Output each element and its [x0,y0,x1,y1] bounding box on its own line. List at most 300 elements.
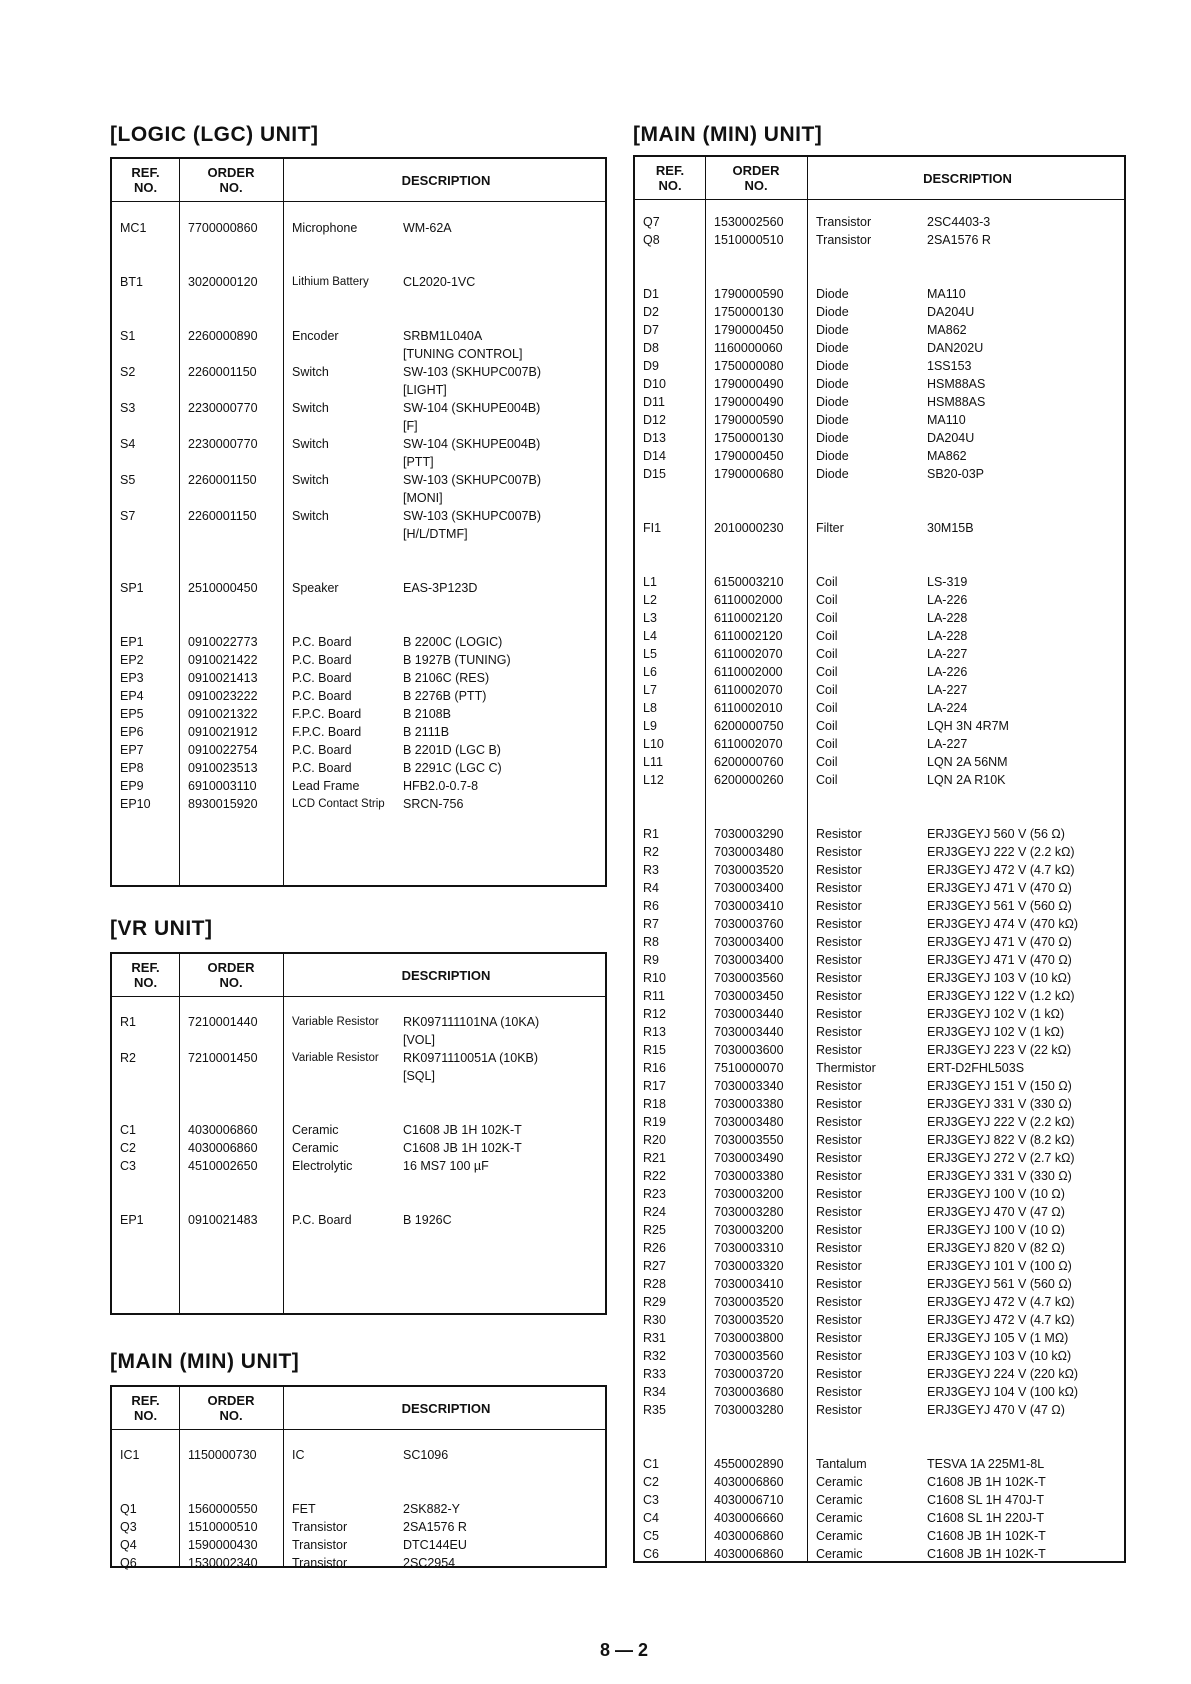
table-row [635,357,1124,375]
ref-no: EP9 [120,779,144,793]
order-no: 7030003200 [714,1223,784,1237]
part-type: P.C. Board [292,689,352,703]
order-no: 2010000230 [714,521,784,535]
ref-no: R17 [643,1079,666,1093]
ref-no: D10 [643,377,666,391]
part-spec: SW-103 (SKHUPC007B) [403,509,542,523]
table-row [112,237,605,255]
table-row [635,1041,1124,1059]
part-type: LCD Contact Strip [292,798,385,810]
table-row [112,1013,605,1031]
part-spec: 2SA1576 R [403,1520,467,1534]
table-row [112,273,605,291]
part-spec: SW-104 (SKHUPE004B) [403,401,541,415]
part-spec: 30M15B [927,521,974,535]
table-row [112,399,605,417]
order-no: 7030003560 [714,971,784,985]
part-type: P.C. Board [292,671,352,685]
ref-no: R7 [643,917,659,931]
ref-no: C3 [120,1159,136,1173]
part-spec: ERJ3GEYJ 223 V (22 kΩ) [927,1043,1072,1057]
part-type: Resistor [816,1241,862,1255]
part-type: Diode [816,467,849,481]
ref-no: R4 [643,881,659,895]
part-spec: ERJ3GEYJ 224 V (220 kΩ) [927,1367,1079,1381]
ref-no: R1 [643,827,659,841]
table-row [635,1167,1124,1185]
table-row [112,777,605,795]
order-no: 7030003480 [714,845,784,859]
table-row [635,303,1124,321]
ref-no: R1 [120,1015,136,1029]
table-row [635,1221,1124,1239]
ref-no: R9 [643,953,659,967]
order-no: 7210001450 [188,1051,258,1065]
header-ref-no-line: REF. [131,165,160,180]
ref-no: EP10 [120,797,151,811]
order-no: 1510000510 [188,1520,258,1534]
part-type: Speaker [292,581,339,595]
header-ref-no-line: NO. [658,178,682,193]
part-type: Resistor [816,1313,862,1327]
order-no: 0910023222 [188,689,258,703]
part-spec: [SQL] [403,1069,435,1083]
ref-no: R24 [643,1205,666,1219]
table-row [635,1131,1124,1149]
table-row [635,429,1124,447]
part-spec: LA-228 [927,629,968,643]
part-type: Coil [816,593,838,607]
part-spec: B 2108B [403,707,451,721]
part-type: Transistor [816,215,872,229]
part-spec: LQN 2A R10K [927,773,1006,787]
part-spec: C1608 SL 1H 470J-T [927,1493,1044,1507]
part-spec: B 2111B [403,725,450,739]
header-ref-no-line: NO. [133,1408,158,1423]
table-row [112,291,605,309]
part-spec: B 1926C [403,1213,452,1227]
order-no: 0910021413 [188,671,258,685]
order-no: 2260001150 [188,509,257,523]
order-no: 1790000680 [714,467,784,481]
part-type: Resistor [816,953,862,967]
part-spec: B 2291C (LGC C) [403,761,502,775]
part-type: Resistor [816,1133,862,1147]
part-spec: [F] [403,419,418,433]
part-spec: LA-227 [927,737,968,751]
order-no: 7030003600 [714,1043,784,1057]
table-row [112,1085,605,1103]
part-type: Diode [816,287,849,301]
ref-no: L12 [643,773,664,787]
part-spec: HFB2.0-0.7-8 [403,779,479,793]
header-divider [112,1429,605,1430]
ref-no: D14 [643,449,666,463]
ref-no: C1 [120,1123,136,1137]
part-spec: LS-319 [927,575,968,589]
part-spec: ERJ3GEYJ 105 V (1 MΩ) [927,1331,1069,1345]
order-no: 7030003200 [714,1187,784,1201]
part-spec: SW-104 (SKHUPE004B) [403,437,541,451]
order-no: 1510000510 [714,233,784,247]
table-row [112,615,605,633]
part-spec: B 2201D (LGC B) [403,743,501,757]
header-ref-no-line: REF. [131,1393,160,1408]
part-type: Resistor [816,989,862,1003]
ref-no: C1 [643,1457,659,1471]
part-spec: 2SC2954 [403,1556,456,1570]
part-type: Ceramic [816,1529,863,1543]
part-type: Resistor [816,1367,862,1381]
part-spec: RK097111101NA (10KA) [403,1015,540,1029]
part-type: Microphone [292,221,358,235]
table-row [112,435,605,453]
order-no: 1160000060 [714,341,783,355]
ref-no: D12 [643,413,666,427]
table-row [635,861,1124,879]
table-row [635,555,1124,573]
table-row [635,1329,1124,1347]
part-spec: LA-227 [927,647,968,661]
part-type: Ceramic [816,1475,863,1489]
header-order-no-line: NO. [219,1408,243,1423]
part-spec: [LIGHT] [403,383,447,397]
part-type: Electrolytic [292,1159,353,1173]
order-no: 1790000450 [714,323,784,337]
table-row [635,1473,1124,1491]
part-spec: 2SK882-Y [403,1502,460,1516]
ref-no: R28 [643,1277,666,1291]
part-spec: [TUNING CONTROL] [403,347,523,361]
table-row [635,321,1124,339]
part-type: Switch [292,437,329,451]
table-row [635,969,1124,987]
table-row [635,987,1124,1005]
order-no: 4030006860 [714,1529,784,1543]
table-row [635,1311,1124,1329]
table-row [635,267,1124,285]
ref-no: D2 [643,305,659,319]
ref-no: R27 [643,1259,666,1273]
part-spec: ERJ3GEYJ 820 V (82 Ω) [927,1241,1065,1255]
ref-no: R10 [643,971,666,985]
table-row [112,1482,605,1500]
part-spec: C1608 JB 1H 102K-T [403,1123,522,1137]
table-row [635,1023,1124,1041]
order-no: 6110002120 [714,611,783,625]
part-type: Resistor [816,1385,862,1399]
table-row [635,249,1124,267]
table-row [635,807,1124,825]
part-type: Diode [816,413,849,427]
header-order-no-line: ORDER [207,1393,255,1408]
part-type: Resistor [816,1331,862,1345]
table-row [112,597,605,615]
ref-no: EP1 [120,1213,144,1227]
table-row [635,285,1124,303]
order-no: 4030006860 [714,1547,784,1561]
table-row [635,573,1124,591]
table-row [635,1113,1124,1131]
part-spec: C1608 JB 1H 102K-T [403,1141,522,1155]
part-spec: LA-226 [927,593,968,607]
part-type: Variable Resistor [292,1052,379,1064]
part-type: Transistor [292,1538,348,1552]
table-row [635,735,1124,753]
table-row [635,1077,1124,1095]
table-row [112,1103,605,1121]
ref-no: S5 [120,473,136,487]
header-order-no [179,165,283,195]
part-spec: ERJ3GEYJ 472 V (4.7 kΩ) [927,1313,1075,1327]
ref-no: D13 [643,431,666,445]
part-type: Coil [816,773,838,787]
header-description-line: DESCRIPTION [401,967,491,983]
part-spec: ERJ3GEYJ 474 V (470 kΩ) [927,917,1079,931]
part-spec: 2SC4403-3 [927,215,991,229]
order-no: 7030003760 [714,917,784,931]
part-spec: ERJ3GEYJ 102 V (1 kΩ) [927,1025,1065,1039]
table-row [112,363,605,381]
table-row [635,231,1124,249]
table-row [112,507,605,525]
ref-no: L7 [643,683,657,697]
order-no: 7030003720 [714,1367,784,1381]
table-row [635,933,1124,951]
part-spec: ERJ3GEYJ 470 V (47 Ω) [927,1205,1065,1219]
part-spec: TESVA 1A 225M1-8L [927,1457,1045,1471]
part-spec: MA862 [927,323,967,337]
ref-no: SP1 [120,581,144,595]
table-row [635,1275,1124,1293]
part-spec: ERJ3GEYJ 100 V (10 Ω) [927,1187,1065,1201]
order-no: 6200000260 [714,773,784,787]
header-description [807,171,1128,186]
table-row [635,627,1124,645]
table-row [635,213,1124,231]
ref-no: R35 [643,1403,666,1417]
part-spec: DA204U [927,431,975,445]
ref-no: R19 [643,1115,666,1129]
part-spec: [MONI] [403,491,443,505]
ref-no: L5 [643,647,657,661]
ref-no: L1 [643,575,657,589]
table-row [635,1419,1124,1437]
header-ref-no-line: REF. [655,163,685,178]
part-type: Transistor [292,1520,348,1534]
order-no: 6110002000 [714,593,783,607]
order-no: 6110002070 [714,647,783,661]
part-type: Resistor [816,827,862,841]
order-no: 7030003400 [714,953,784,967]
order-no: 2260001150 [188,365,257,379]
header-description [283,968,609,983]
ref-no: D1 [643,287,659,301]
header-ref-no [635,163,705,193]
part-type: P.C. Board [292,1213,352,1227]
table-row [112,219,605,237]
table-row [635,825,1124,843]
table-row [112,687,605,705]
table-row [112,417,605,435]
part-type: Ceramic [292,1123,339,1137]
table-row [635,1401,1124,1419]
part-type: P.C. Board [292,761,352,775]
part-spec: LA-227 [927,683,968,697]
order-no: 1750000080 [714,359,784,373]
ref-no: R11 [643,989,666,1003]
order-no: 7030003550 [714,1133,784,1147]
ref-no: Q8 [643,233,660,247]
ref-no: EP6 [120,725,144,739]
ref-no: S7 [120,509,136,523]
ref-no: EP8 [120,761,144,775]
part-type: Resistor [816,1403,862,1417]
part-spec: LA-224 [927,701,968,715]
part-spec: ERJ3GEYJ 151 V (150 Ω) [927,1079,1072,1093]
part-type: Diode [816,377,849,391]
ref-no: EP2 [120,653,144,667]
part-type: Coil [816,665,838,679]
part-type: Resistor [816,863,862,877]
part-spec: MA110 [927,413,966,427]
table-row [112,741,605,759]
order-no: 7510000070 [714,1061,784,1075]
order-no: 7030003320 [714,1259,784,1273]
header-description [283,173,609,188]
part-spec: LA-226 [927,665,968,679]
order-no: 0910023513 [188,761,258,775]
order-no: 4550002890 [714,1457,784,1471]
order-no: 7030003520 [714,1313,784,1327]
part-type: Diode [816,323,849,337]
part-spec: ERJ3GEYJ 104 V (100 kΩ) [927,1385,1079,1399]
ref-no: S4 [120,437,136,451]
part-type: Resistor [816,935,862,949]
part-type: Coil [816,755,838,769]
ref-no: S1 [120,329,136,343]
table-row [112,1049,605,1067]
order-no: 1530002340 [188,1556,258,1570]
ref-no: C2 [643,1475,659,1489]
ref-no: R12 [643,1007,666,1021]
table-row [635,591,1124,609]
table-row [635,1365,1124,1383]
part-spec: ERJ3GEYJ 222 V (2.2 kΩ) [927,1115,1075,1129]
part-type: Variable Resistor [292,1016,379,1028]
part-type: Coil [816,647,838,661]
table-row [112,543,605,561]
part-spec: C1608 JB 1H 102K-T [927,1475,1046,1489]
order-no: 1790000590 [714,287,784,301]
table-row [635,465,1124,483]
part-type: Lead Frame [292,779,360,793]
ref-no: EP1 [120,635,144,649]
ref-no: D15 [643,467,666,481]
ref-no: Q6 [120,1556,137,1570]
page-number: 8 — 2 [600,1640,649,1660]
part-spec: ERJ3GEYJ 122 V (1.2 kΩ) [927,989,1075,1003]
table-row [112,525,605,543]
table-row [112,255,605,273]
table-row [635,519,1124,537]
part-type: Resistor [816,1259,862,1273]
ref-no: EP4 [120,689,144,703]
part-type: P.C. Board [292,653,352,667]
part-spec: C1608 JB 1H 102K-T [927,1529,1046,1543]
ref-no: R25 [643,1223,666,1237]
ref-no: MC1 [120,221,147,235]
order-no: 0910022773 [188,635,258,649]
part-type: Diode [816,359,849,373]
part-spec: LQH 3N 4R7M [927,719,1009,733]
part-type: Switch [292,473,329,487]
table-row [112,327,605,345]
header-ref-no-line: NO. [133,975,158,990]
part-spec: ERJ3GEYJ 822 V (8.2 kΩ) [927,1133,1075,1147]
ref-no: R23 [643,1187,666,1201]
part-type: Resistor [816,899,862,913]
part-spec: DAN202U [927,341,984,355]
header-description-line: DESCRIPTION [401,172,491,188]
part-type: Lithium Battery [292,276,369,288]
part-type: Transistor [292,1556,348,1570]
table-row [112,1446,605,1464]
table-row [635,501,1124,519]
table-row [112,759,605,777]
table-row [112,579,605,597]
ref-no: D9 [643,359,659,373]
order-no: 7030003340 [714,1079,784,1093]
part-spec: SC1096 [403,1448,449,1462]
table-row [635,663,1124,681]
part-type: Resistor [816,1295,862,1309]
table-row [112,723,605,741]
ref-no: EP7 [120,743,144,757]
table-row [635,1095,1124,1113]
table-row [635,1383,1124,1401]
part-spec: WM-62A [403,221,452,235]
table-row [635,1257,1124,1275]
order-no: 7030003410 [714,899,784,913]
ref-no: R15 [643,1043,666,1057]
part-spec: HSM88AS [927,377,986,391]
part-spec: SRBM1L040A [403,329,483,343]
ref-no: R13 [643,1025,666,1039]
ref-no: L10 [643,737,664,751]
part-spec: B 2276B (PTT) [403,689,487,703]
part-spec: MA862 [927,449,967,463]
header-order-no-line: ORDER [732,163,780,178]
table-row [112,1121,605,1139]
part-spec: B 2106C (RES) [403,671,490,685]
main-parts-table-left [110,1385,607,1568]
table-row [112,1157,605,1175]
table-row [112,1536,605,1554]
table-row [635,681,1124,699]
ref-no: C4 [643,1511,659,1525]
order-no: 0910022754 [188,743,258,757]
order-no: 1530002560 [714,215,784,229]
table-row [635,699,1124,717]
part-spec: ERJ3GEYJ 100 V (10 Ω) [927,1223,1065,1237]
ref-no: R33 [643,1367,666,1381]
part-type: Diode [816,449,849,463]
order-no: 7030003490 [714,1151,784,1165]
table-row [112,1139,605,1157]
table-row [635,1509,1124,1527]
ref-no: BT1 [120,275,143,289]
